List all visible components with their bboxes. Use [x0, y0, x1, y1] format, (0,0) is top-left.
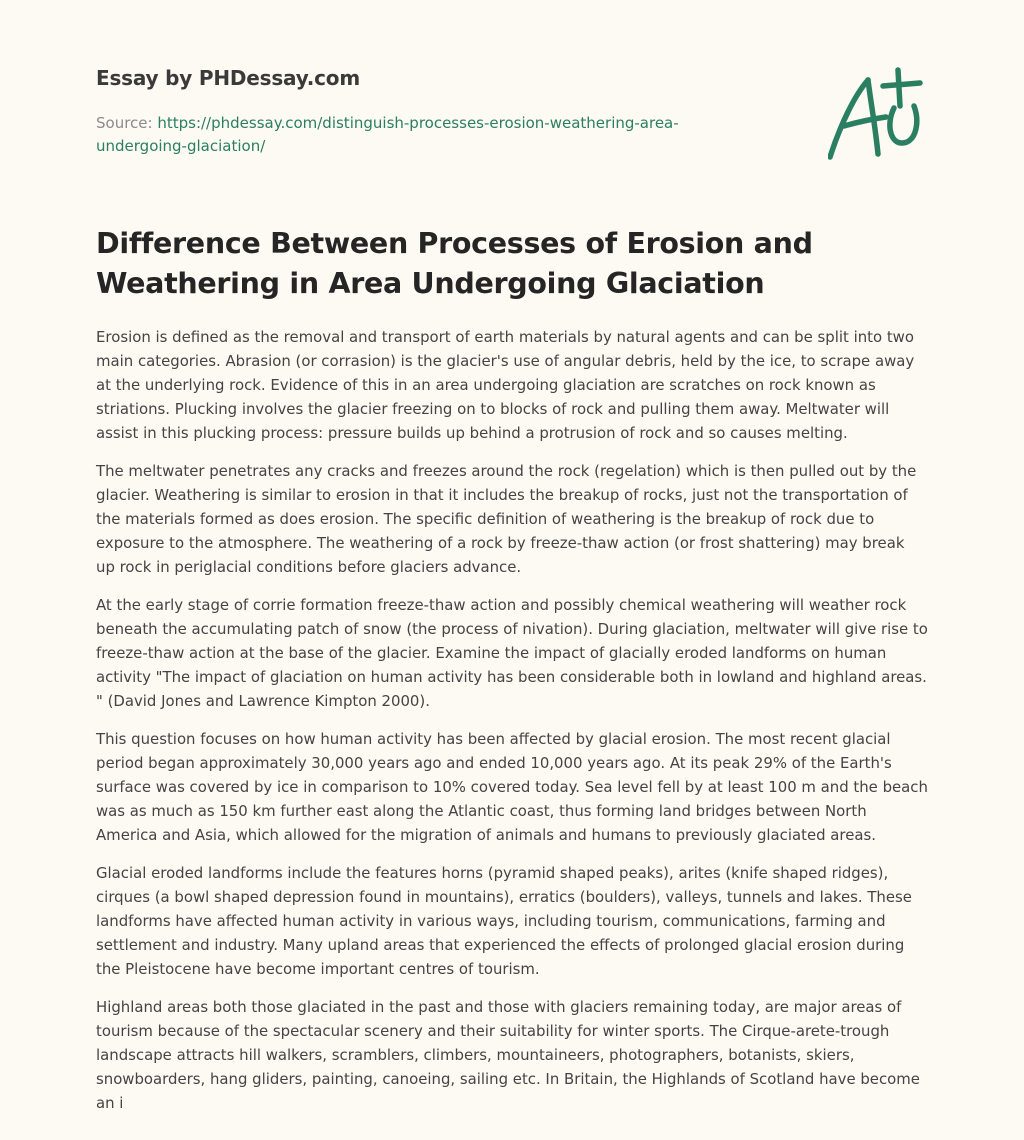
source-label: Source:: [96, 114, 158, 132]
paragraph: Highland areas both those glaciated in the past and those with glaciers remaining today, are major areas of tourism because of the spectacular scenery and their suitability for winter sports. The Cirque-arete-trough landscape attracts hill walkers, scramblers, climbers, mountaineers, photographers, botanists, skiers, snowboarders, hang gliders, painting, canoeing, sailing etc. In Britain, the Highlands of Scotland have become an i: [96, 998, 920, 1112]
paragraph: Erosion is defined as the removal and transport of earth materials by natural agents and can be split into two main categories. Abrasion (or corrasion) is the glacier's use of angular debris, held by the ice, to scrape away at the underlying rock. Evidence of this in an area undergoing glaciation are scratches on rock known as striations. Plucking involves the glacier freezing on to blocks of rock and pulling them away. Meltwater will assist in this plucking process: pressure builds up behind a protrusion of rock and so causes melting.: [96, 328, 915, 442]
brand-name: Essay by PHDessay.com: [96, 66, 360, 90]
paragraph: This question focuses on how human activity has been affected by glacial erosion. The most recent glacial period began approximately 30,000 years ago and ended 10,000 years ago. At its peak 29% of the Earth's surface was covered by ice in comparison to 10% covered today. Sea level fell by at least 100 m and the beach was as much as 150 km further east along the Atlantic coast, thus forming land bridges between North America and Asia, which allowed for the migration of animals and humans to previously glaciated areas.: [96, 730, 928, 844]
a-plus-logo-icon: [828, 66, 928, 166]
paragraph: Glacial eroded landforms include the features horns (pyramid shaped peaks), arites (knife shaped ridges), cirques (a bowl shaped depression found in mountains), erratics (boulders), valleys, tunnels and lakes. These landforms have affected human activity in various ways, including tourism, communications, farming and settlement and industry. Many upland areas that experienced the effects of prolonged glacial erosion during the Pleistocene have become important centres of tourism.: [96, 864, 912, 978]
source-link[interactable]: https://phdessay.com/distinguish-processes-erosion-weathering-area-undergoing-glaciation/: [96, 114, 679, 155]
essay-title: Difference Between Processes of Erosion and Weathering in Area Undergoing Glaciation: [96, 227, 813, 300]
paragraph: At the early stage of corrie formation freeze-thaw action and possibly chemical weathering will weather rock beneath the accumulating patch of snow (the process of nivation). During glaciation, meltwater will give rise to freeze-thaw action at the base of the glacier. Examine the impact of glacially eroded landforms on human activity "The impact of glaciation on human activity has been considerable both in lowland and highland areas. " (David Jones and Lawrence Kimpton 2000).: [96, 596, 928, 710]
a-plus-logo: [828, 66, 928, 166]
source-line: [96, 112, 696, 158]
paragraph: The meltwater penetrates any cracks and freezes around the rock (regelation) which is then pulled out by the glacier. Weathering is similar to erosion in that it includes the breakup of rocks, just not the transportation of the materials formed as does erosion. The specific definition of weathering is the breakup of rock due to exposure to the atmosphere. The weathering of a rock by freeze-thaw action (or frost shattering) may break up rock in periglacial conditions before glaciers advance.: [96, 462, 917, 576]
essay-body: [96, 325, 928, 1129]
